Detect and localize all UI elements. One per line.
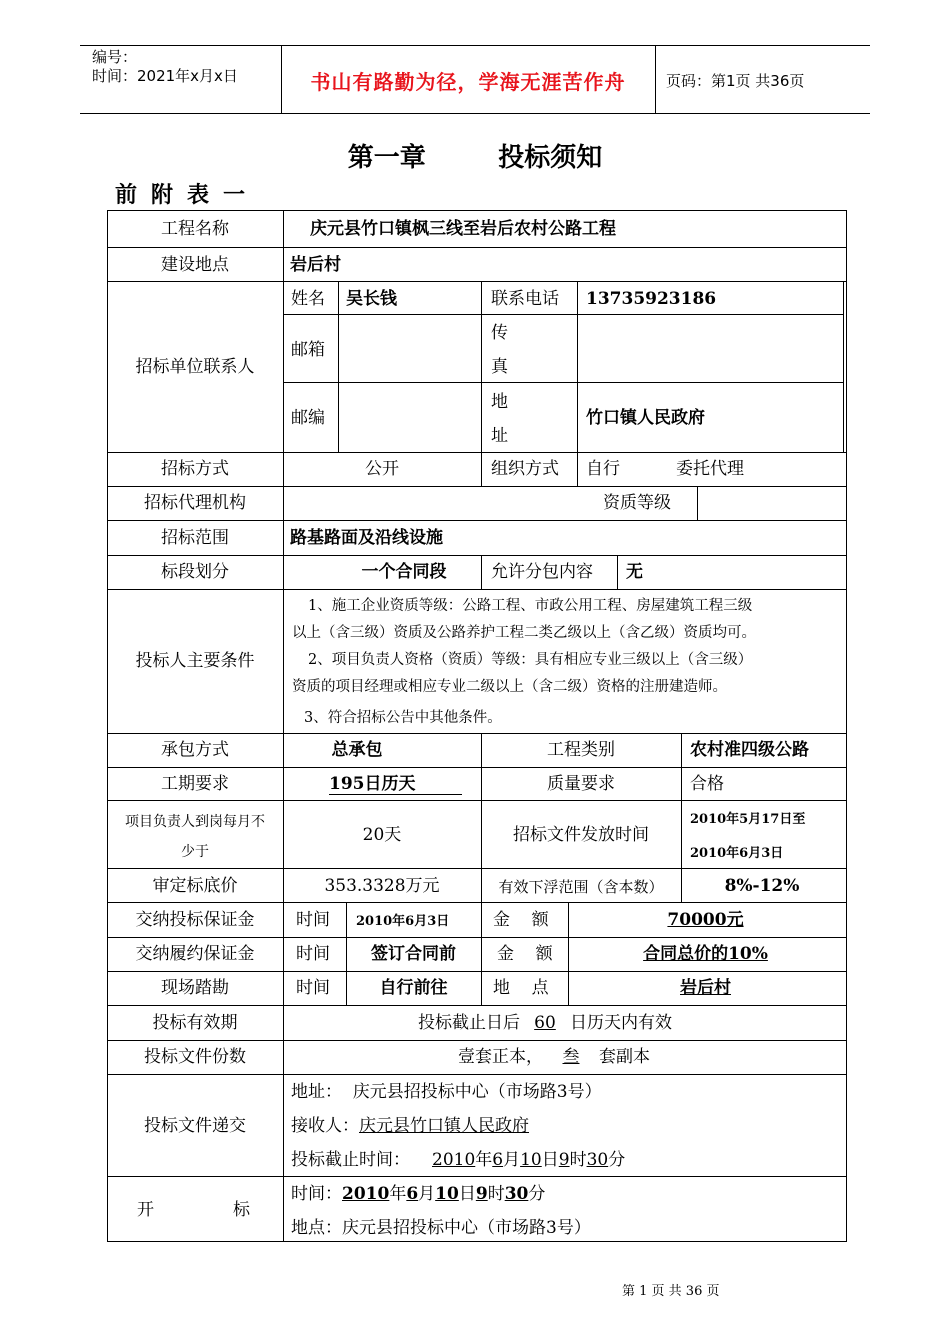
- qualification-label: 资质等级: [603, 493, 671, 513]
- site-visit-time-label: 时间: [296, 978, 330, 998]
- address-label-1: 地: [491, 392, 508, 412]
- pm-label-1: 项目负责人到岗每月不: [125, 814, 265, 830]
- doc-number-label: 编号：: [92, 48, 138, 66]
- opening-place: 地点：庆元县招投标中心（市场路3号）: [291, 1218, 591, 1238]
- unit-month: 月: [503, 1150, 521, 1170]
- performance-amount: 合同总价的10%: [643, 944, 768, 964]
- submission-label: 投标文件递交: [144, 1116, 246, 1136]
- quality-label: 质量要求: [547, 774, 615, 794]
- bidder-conditions-label: 投标人主要条件: [135, 651, 255, 671]
- header-motto: 书山有路勤为径，学海无涯苦作舟: [310, 70, 626, 94]
- condition-3: 3、符合招标公告中其他条件。: [304, 710, 502, 726]
- issue-start: 2010年5月17日至: [690, 812, 806, 827]
- header-divider: [655, 45, 656, 113]
- site-visit-time: 自行前往: [379, 978, 448, 998]
- base-price-label: 审定标底价: [152, 876, 238, 896]
- issue-end: 2010年6月3日: [690, 846, 784, 861]
- doc-date-label: 时间：2021年x月x日: [92, 67, 238, 85]
- quality-value: 合格: [690, 774, 724, 794]
- pm-days: 20天: [362, 825, 402, 845]
- opening-minute: 30: [504, 1184, 529, 1204]
- copies-value: [458, 1047, 650, 1067]
- performance-time-label: 时间: [296, 944, 330, 964]
- category-value: 农村准四级公路: [690, 740, 809, 760]
- opening-time: [291, 1184, 545, 1204]
- subcontract-value: 无: [626, 562, 643, 582]
- location-value: 岩后村: [290, 255, 341, 275]
- unit-minute: 分: [528, 1184, 546, 1204]
- pm-label-2: 少于: [181, 844, 209, 860]
- issue-label: 招标文件发放时间: [513, 825, 649, 845]
- float-range-value: 8%-12%: [724, 876, 800, 896]
- validity-value: [418, 1013, 672, 1033]
- unit-year: 年: [475, 1150, 493, 1170]
- org-agent: 委托代理: [676, 459, 744, 479]
- receiver-value: 庆元县竹口镇人民政府: [359, 1116, 529, 1136]
- scope-label: 招标范围: [161, 528, 229, 548]
- section-label: 标段划分: [161, 562, 229, 582]
- bid-bond-time-label: 时间: [296, 910, 330, 930]
- phone-value: 13735923186: [586, 289, 717, 309]
- copies-suffix: 套副本: [599, 1047, 650, 1067]
- bid-bond-time: 2010年6月3日: [356, 914, 450, 929]
- copies-label: 投标文件份数: [144, 1047, 246, 1067]
- validity-prefix: 投标截止日后: [418, 1013, 520, 1033]
- address-value: 竹口镇人民政府: [586, 408, 705, 428]
- org-self: 自行: [586, 459, 620, 479]
- location-label: 建设地点: [161, 255, 229, 275]
- project-name-label: 工程名称: [161, 219, 229, 239]
- project-name: 庆元县竹口镇枫三线至岩后农村公路工程: [310, 219, 616, 239]
- validity-days: 60: [534, 1013, 556, 1033]
- period-label: 工期要求: [161, 774, 229, 794]
- condition-2a: 2、项目负责人资格（资质）等级：具有相应专业三级以上（含三级）: [308, 652, 753, 668]
- fax-label-2: 真: [491, 357, 508, 377]
- bid-bond-label: 交纳投标保证金: [135, 910, 255, 930]
- deadline-label: 投标截止时间：: [291, 1150, 410, 1170]
- opening-time-label: 时间：: [291, 1184, 342, 1204]
- chapter-title: 第一章 投标须知: [347, 143, 603, 173]
- copies-number: 叁: [562, 1047, 580, 1067]
- performance-bond-label: 交纳履约保证金: [135, 944, 255, 964]
- submission-deadline: [291, 1150, 625, 1170]
- org-label: 组织方式: [491, 459, 559, 479]
- unit-day: 日: [541, 1150, 559, 1170]
- condition-2b: 资质的项目经理或相应专业二级以上（含二级）资格的注册建造师。: [292, 679, 727, 695]
- address-label-2: 址: [491, 426, 508, 446]
- email-label: 邮箱: [291, 340, 325, 360]
- page-footer: 第 1 页 共 36 页: [622, 1284, 720, 1299]
- method-label: 招标方式: [161, 459, 229, 479]
- category-label: 工程类别: [547, 740, 615, 760]
- unit-year: 年: [389, 1184, 407, 1204]
- method-value: 公开: [365, 459, 399, 479]
- validity-label: 投标有效期: [152, 1013, 238, 1033]
- site-visit-place: 岩后村: [680, 978, 731, 998]
- header-meta: [92, 48, 238, 86]
- contact-label: 招标单位联系人: [135, 357, 255, 377]
- submission-receiver: [291, 1116, 529, 1136]
- performance-time: 签订合同前: [371, 944, 456, 964]
- condition-1b: 以上（含三级）资质及公路养护工程二类乙级以上（含乙级）资质均可。: [292, 625, 756, 641]
- period-value: 195日历天: [329, 774, 462, 795]
- unit-minute: 分: [608, 1150, 626, 1170]
- float-range-label: 有效下浮范围（含本数）: [498, 878, 664, 896]
- unit-hour: 时: [487, 1184, 505, 1204]
- scope-value: 路基路面及沿线设施: [290, 528, 443, 548]
- phone-label: 联系电话: [491, 289, 559, 309]
- contract-label: 承包方式: [161, 740, 229, 760]
- opening-day: 10: [435, 1184, 459, 1204]
- performance-amount-label: 金 额: [497, 944, 553, 964]
- opening-hour: 9: [475, 1184, 488, 1204]
- unit-hour: 时: [569, 1150, 587, 1170]
- deadline-year: 2010: [432, 1150, 476, 1170]
- opening-month: 6: [406, 1184, 419, 1204]
- validity-suffix: 日历天内有效: [570, 1013, 672, 1033]
- receiver-label: 接收人：: [291, 1116, 359, 1136]
- unit-month: 月: [418, 1184, 436, 1204]
- opening-label-2: 标: [233, 1200, 250, 1220]
- contract-value: 总承包: [331, 740, 383, 760]
- opening-year: 2010: [342, 1184, 390, 1204]
- submission-address: 地址： 庆元县招投标中心（市场路3号）: [291, 1082, 602, 1102]
- deadline-month: 6: [492, 1150, 504, 1170]
- deadline-day: 10: [520, 1150, 542, 1170]
- header-top-rule: [80, 45, 870, 46]
- unit-day: 日: [458, 1184, 476, 1204]
- deadline-hour: 9: [558, 1150, 570, 1170]
- name-value: 吴长钱: [346, 289, 397, 309]
- header-page-info: 页码：第1页 共36页: [666, 72, 805, 90]
- fax-label-1: 传: [491, 323, 508, 343]
- copies-prefix: 壹套正本，: [458, 1047, 543, 1067]
- bid-bond-amount-label: 金 额: [493, 910, 549, 930]
- zip-label: 邮编: [291, 408, 325, 428]
- table-subtitle: 前附表一: [115, 182, 260, 208]
- bid-bond-amount: 70000元: [667, 910, 744, 930]
- deadline-minute: 30: [586, 1150, 609, 1170]
- agency-label: 招标代理机构: [144, 493, 246, 513]
- section-value: 一个合同段: [361, 562, 447, 582]
- base-price-value: 353.3328万元: [324, 876, 440, 896]
- subcontract-label: 允许分包内容: [491, 562, 593, 582]
- site-visit-label: 现场踏勘: [161, 978, 229, 998]
- header-bottom-rule: [80, 113, 870, 114]
- name-label: 姓名: [291, 289, 325, 309]
- site-visit-place-label: 地 点: [493, 978, 549, 998]
- condition-1a: 1、施工企业资质等级：公路工程、市政公用工程、房屋建筑工程三级: [308, 598, 753, 614]
- opening-label-1: 开: [137, 1200, 154, 1220]
